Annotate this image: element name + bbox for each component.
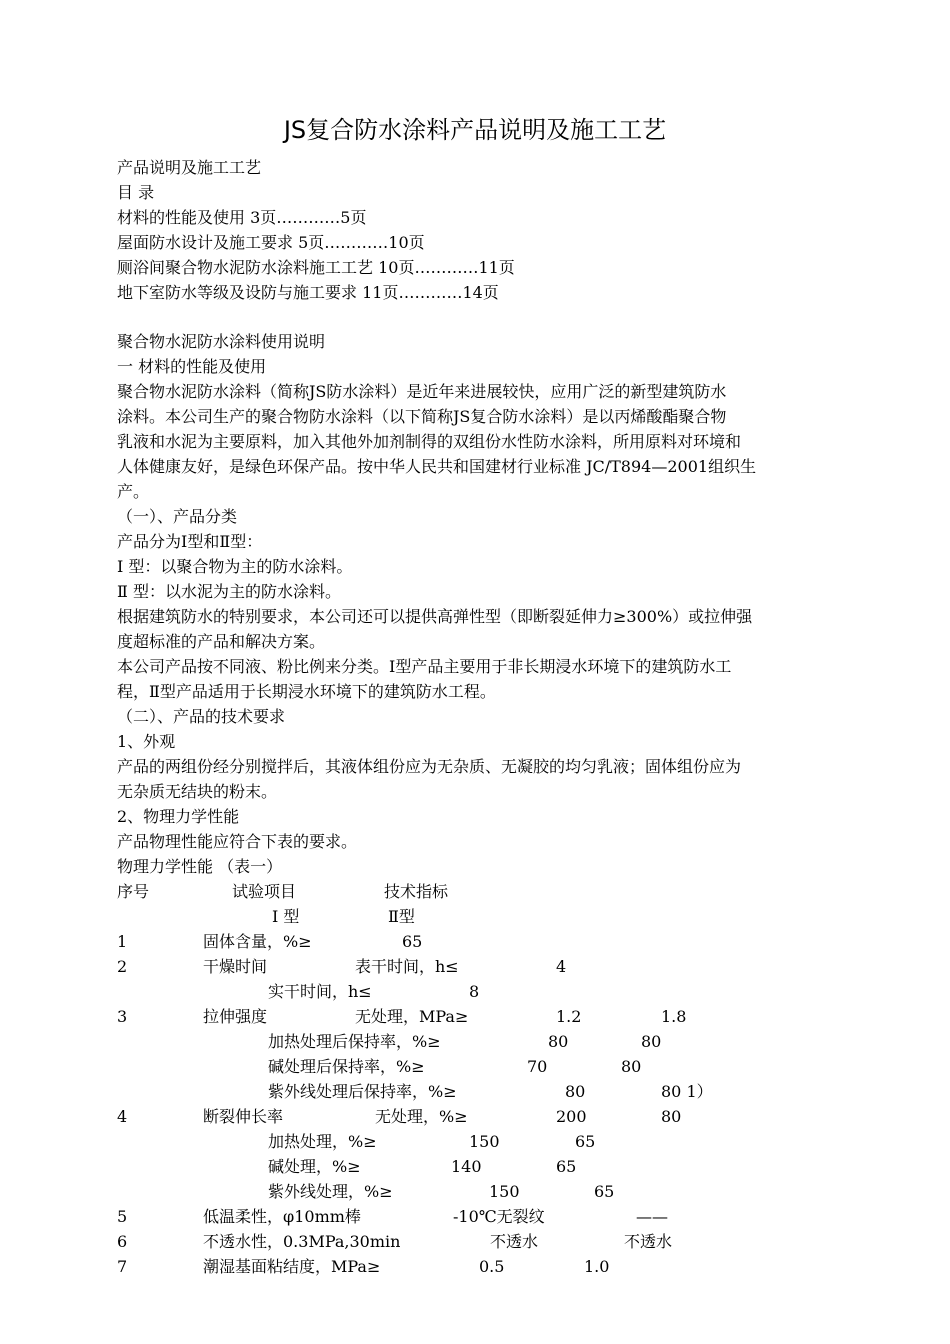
row-item: 潮湿基面粘结度，MPa≥ [203,1257,381,1276]
row-no: 5 [117,1207,128,1226]
row-no: 2 [117,957,128,976]
row-value-type2: 80 [661,1107,682,1126]
row-value-type1: 80 [565,1082,586,1101]
row-value-type1: 150 [469,1132,500,1151]
row-value-type2: 80 1） [661,1082,713,1101]
intro-heading: 产品说明及施工工艺 [117,158,262,177]
row-subitem: 紫外线处理后保持率，%≥ [268,1082,457,1101]
row-subitem: 加热处理后保持率，%≥ [268,1032,441,1051]
header-item: 试验项目 [232,882,297,901]
row-no: 3 [117,1007,128,1026]
header-type1: Ⅰ 型 [272,907,300,926]
row-no: 6 [117,1232,128,1251]
paragraph-line: 产品物理性能应符合下表的要求。 [117,832,358,851]
row-item: 干燥时间 [203,957,268,976]
row-value-type1: 1.2 [556,1007,582,1026]
row-subitem: 实干时间，h≤ [268,982,372,1001]
row-value-type2: 80 [641,1032,662,1051]
row-value-type1: 0.5 [479,1257,505,1276]
row-value-type2: —— [636,1207,668,1226]
header-type2: Ⅱ型 [388,907,415,926]
header-no: 序号 [117,882,150,901]
paragraph-line: 程，Ⅱ型产品适用于长期浸水环境下的建筑防水工程。 [117,682,496,701]
row-value-type2: 65 [575,1132,596,1151]
row-subitem: 加热处理，%≥ [268,1132,377,1151]
row-value-type1: 200 [556,1107,587,1126]
paragraph-line: 涂料。本公司生产的聚合物防水涂料（以下简称JS复合防水涂料）是以丙烯酸酯聚合物 [117,407,727,426]
row-no: 4 [117,1107,128,1126]
paragraph-line: 无杂质无结块的粉末。 [117,782,278,801]
row-value-type2: 80 [621,1057,642,1076]
row-item: 固体含量，%≥ [203,932,312,951]
paragraph-line: 2、物理力学性能 [117,807,240,826]
toc-item: 厕浴间聚合物水泥防水涂料施工工艺 10页…………11页 [117,258,515,277]
row-value-type2: 不透水 [624,1232,673,1251]
paragraph-line: 聚合物水泥防水涂料（简称JS防水涂料）是近年来进展较快，应用广泛的新型建筑防水 [117,382,727,401]
row-item: 低温柔性，φ10mm棒 [203,1207,361,1226]
row-value-type1: -10℃无裂纹 [453,1207,545,1226]
paragraph-line: 本公司产品按不同液、粉比例来分类。Ⅰ型产品主要用于非长期浸水环境下的建筑防水工 [117,657,732,676]
paragraph-line: 度超标准的产品和解决方案。 [117,632,326,651]
row-item: 拉伸强度 [203,1007,268,1026]
toc-item: 地下室防水等级及设防与施工要求 11页…………14页 [117,283,499,302]
row-item: 断裂伸长率 [203,1107,284,1126]
section-heading: 一 材料的性能及使用 [117,357,267,376]
paragraph-line: 1、外观 [117,732,176,751]
row-value-type1: 150 [489,1182,520,1201]
toc-item: 材料的性能及使用 3页…………5页 [117,208,367,227]
paragraph-line: 乳液和水泥为主要原料，加入其他外加剂制得的双组份水性防水涂料，所用原料对环境和 [117,432,742,451]
toc-item: 屋面防水设计及施工要求 5页…………10页 [117,233,425,252]
subsection-heading: （二）、产品的技术要求 [117,707,286,726]
row-value-type2: 1.8 [661,1007,687,1026]
row-value-type1: 70 [527,1057,548,1076]
row-subitem: 无处理，%≥ [375,1107,468,1126]
paragraph-line: 产品分为Ⅰ型和Ⅱ型： [117,532,263,551]
paragraph-line: 根据建筑防水的特别要求，本公司还可以提供高弹性型（即断裂延伸力≥300%）或拉伸强 [117,607,753,626]
toc-label: 目 录 [117,183,155,202]
row-value-type1: 65 [402,932,423,951]
row-value-type1: 80 [548,1032,569,1051]
row-value-type2: 1.0 [584,1257,610,1276]
row-subitem: 碱处理，%≥ [268,1157,361,1176]
row-value-type1: 不透水 [490,1232,539,1251]
row-value-type1: 4 [556,957,567,976]
row-value-type2: 65 [556,1157,577,1176]
table-caption: 物理力学性能 （表一） [117,857,283,876]
paragraph-line: Ⅰ 型：以聚合物为主的防水涂料。 [117,557,353,576]
row-subitem: 表干时间，h≤ [355,957,459,976]
row-subitem: 无处理，MPa≥ [355,1007,469,1026]
row-no: 7 [117,1257,128,1276]
row-no: 1 [117,932,128,951]
header-spec: 技术指标 [384,882,449,901]
row-value-type1: 8 [469,982,480,1001]
row-item: 不透水性，0.3MPa,30min [203,1232,401,1251]
paragraph-line: 人体健康友好，是绿色环保产品。按中华人民共和国建材行业标准 JC/T894—2001组织生 [117,457,757,476]
paragraph-line: Ⅱ 型：以水泥为主的防水涂料。 [117,582,341,601]
row-value-type2: 65 [594,1182,615,1201]
subsection-heading: （一）、产品分类 [117,507,238,526]
row-subitem: 紫外线处理，%≥ [268,1182,393,1201]
section-title: 聚合物水泥防水涂料使用说明 [117,332,326,351]
row-subitem: 碱处理后保持率，%≥ [268,1057,425,1076]
paragraph-line: 产品的两组份经分别搅拌后，其液体组份应为无杂质、无凝胶的均匀乳液；固体组份应为 [117,757,742,776]
document-title: JS复合防水涂料产品说明及施工工艺 [283,116,667,144]
row-value-type1: 140 [451,1157,482,1176]
paragraph-line: 产。 [117,482,150,501]
